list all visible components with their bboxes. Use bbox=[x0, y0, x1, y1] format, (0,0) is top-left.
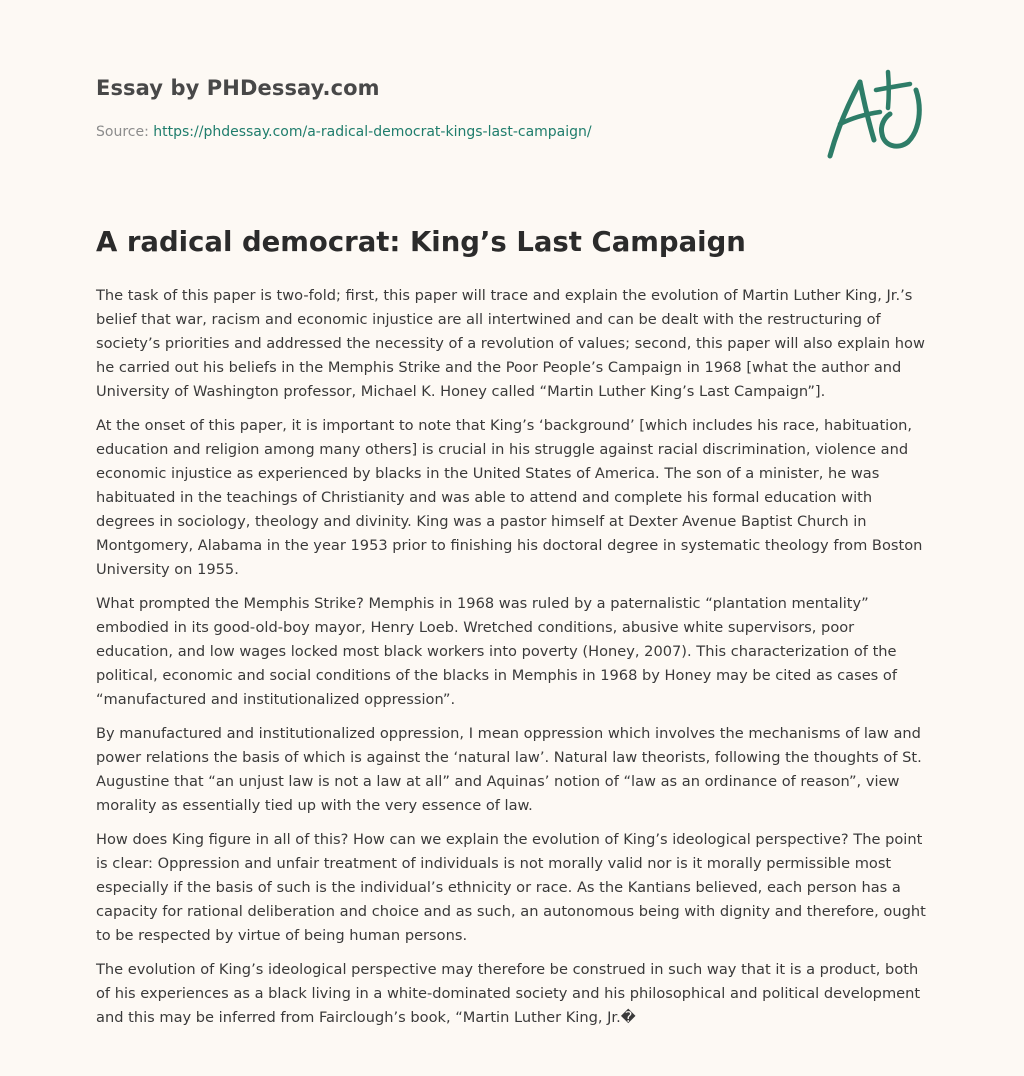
essay-page bbox=[96, 0, 932, 1076]
source-label: Source: bbox=[96, 124, 154, 140]
site-title: Essay by PHDessay.com bbox=[96, 76, 380, 100]
source-link[interactable]: https://phdessay.com/a-radical-democrat-kings-last-campaign/ bbox=[153, 124, 592, 140]
essay-paragraph: At the onset of this paper, it is important to note that King’s ‘background’ [which includes his race, habituation, education and religion among many others] is crucial in his struggle against racial discrimination, violence and economic injustice as experienced by blacks in the United States of America. The son of a minister, he was habituated in the teachings of Christianity and was able to attend and complete his formal education with degrees in sociology, theology and divinity. King was a pastor himself at Dexter Avenue Baptist Church in Montgomery, Alabama in the year 1953 prior to finishing his doctoral degree in systematic theology from Boston University on 1955. bbox=[96, 417, 923, 578]
page-header bbox=[96, 76, 932, 176]
essay-title: A radical democrat: King’s Last Campaign bbox=[96, 226, 746, 258]
a-plus-grade-icon bbox=[824, 68, 928, 164]
essay-paragraph: By manufactured and institutionalized oppression, I mean oppression which involves the mechanisms of law and power relations the basis of which is against the ‘natural law’. Natural law theorists, following the thoughts of St. Augustine that “an unjust law is not a law at all” and Aquinas’ notion of “law as an ordinance of reason”, view morality as essentially tied up with the very essence of law. bbox=[96, 725, 922, 814]
essay-paragraph: How does King figure in all of this? How can we explain the evolution of King’s ideological perspective? The point is clear: Oppression and unfair treatment of individuals is not morally valid nor is it morally permissible most especially if the basis of such is the individual’s ethnicity or race. As the Kantians believed, each person has a capacity for rational deliberation and choice and as such, an autonomous being with dignity and therefore, ought to be respected by virtue of being human persons. bbox=[96, 831, 926, 944]
essay-body bbox=[96, 284, 932, 1040]
source-line bbox=[96, 124, 592, 140]
essay-paragraph: What prompted the Memphis Strike? Memphis in 1968 was ruled by a paternalistic “plantation mentality” embodied in its good-old-boy mayor, Henry Loeb. Wretched conditions, abusive white supervisors, poor education, and low wages locked most black workers into poverty (Honey, 2007). This characterization of the political, economic and social conditions of the blacks in Memphis in 1968 by Honey may be cited as cases of “manufactured and institutionalized oppression”. bbox=[96, 595, 897, 708]
essay-paragraph: The task of this paper is two-fold; first, this paper will trace and explain the evolution of Martin Luther King, Jr.’s belief that war, racism and economic injustice are all intertwined and can be dealt with the restructuring of society’s priorities and addressed the necessity of a revolution of values; second, this paper will also explain how he carried out his beliefs in the Memphis Strike and the Poor People’s Campaign in 1968 [what the author and University of Washington professor, Michael K. Honey called “Martin Luther King’s Last Campaign”]. bbox=[96, 287, 925, 400]
essay-paragraph: The evolution of King’s ideological perspective may therefore be construed in such way that it is a product, both of his experiences as a black living in a white-dominated society and his philosophical and political development and this may be inferred from Fairclough’s book, “Martin Luther King, Jr.� bbox=[96, 961, 921, 1026]
